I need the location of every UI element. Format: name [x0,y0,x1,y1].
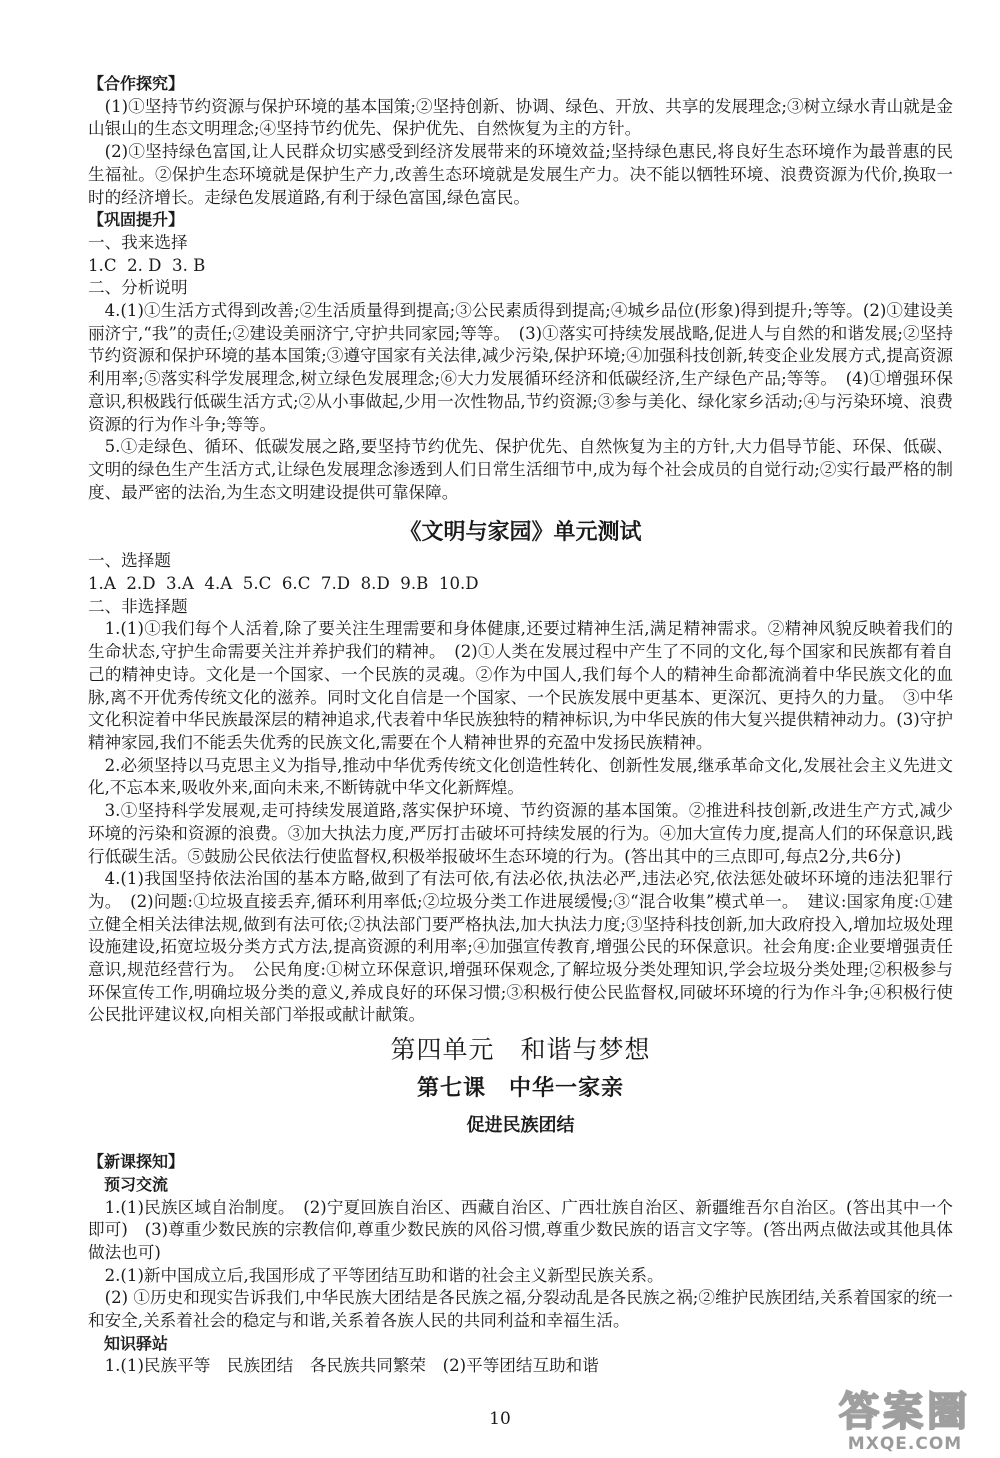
section-title: 促进民族团结 [466,1115,575,1137]
unit-test-answer-3: 3.①坚持科学发展观,走可持续发展道路,落实保护环境、节约资源的基本国策。②推进科技创新,改进生产方式,减少环境的污染和资源的浪费。③加大执法力度,严厉打击破坏可持续发展的行为。④加大宣传力度,提高人们的环保意识,践行低碳生活。⑤鼓励公民依法行使监督权,积极举报破坏生态环境的行为。(答出其中的三点即可,每点2分,共6分) [88,801,953,866]
consolidate-answer-4: 4.(1)①生活方式得到改善;②生活质量得到提高;③公民素质得到提高;④城乡品位(形象)得到提升;等等。(2)①建设美丽济宁,“我”的责任;②建设美丽济宁,守护共同家园;等等。 (3)①落实可持续发展战略,促进人与自然的和谐发展;②坚持节约资源和保护环境的基本国策;③遵守国家有关法律,减少污染,保护环境;④加强科技创新,转变企业发展方式,提高资源利用率;⑤落实科学发展理念,树立绿色发展理念;⑥大力发展循环经济和低碳经济,生产绿色产品;等等。 (4)①增强环保意识,积极践行低碳生活方式;②从小事做起,少用一次性物品,节约资源;③参与美化、绿化家乡活动;④与污染环境、浪费资源的行为作斗争;等等。 [88,301,953,434]
knowledge-answer-1: 1.(1)民族平等 民族团结 各民族共同繁荣 (2)平等团结互助和谐 [104,1356,599,1376]
watermark-url: MXQE.COM [847,1434,963,1454]
unit-test-section [88,516,953,1027]
unit-test-choice-answers: 1.A 2.D 3.A 4.A 5.C 6.C 7.D 8.D 9.B 10.D [88,574,479,594]
unit-test-answer-4: 4.(1)我国坚持依法治国的基本方略,做到了有法可依,有法必依,执法必严,违法必究,依法惩处破坏环境的违法犯罪行为。 (2)问题:①垃圾直接丢弃,循环利用率低;②垃圾分类工作进展缓慢;③“混合收集”模式单一。 建议:国家角度:①建立健全相关法律法规,做到有法可依;②执法部门要严格执法,加大执法力度;③坚持科技创新,加大政府投入,增加垃圾处理设施建设,拓宽垃圾分类方式方法,提高资源的利用率;④加强宣传教育,增强公民的环保意识。社会角度:企业要增强责任意识,规范经营行为。 公民角度:①树立环保意识,增强环保观念,了解垃圾分类处理知识,学会垃圾分类处理;②积极参与环保宣传工作,明确垃圾分类的意义,养成良好的环保习惯;③积极行使公民监督权,同破坏环境的行为作斗争;④积极行使公民批评建议权,向相关部门举报或献计献策。 [88,869,953,1025]
preview-heading: 预习交流 [104,1174,169,1194]
cooperative-section [88,73,953,209]
preview-answer-1: 1.(1)民族区域自治制度。 (2)宁夏回族自治区、西藏自治区、广西壮族自治区、新疆维吾尔自治区。(答出其中一个即可) (3)尊重少数民族的宗教信仰,尊重少数民族的风俗习惯,尊重少数民族的语言文字等。(答出两点做法或其他具体做法也可) [88,1197,953,1262]
unit-test-choice-heading: 一、选择题 [88,551,171,571]
preview-answer-2: 2.(1)新中国成立后,我国形成了平等团结互助和谐的社会主义新型民族关系。 [104,1265,664,1285]
consolidate-analysis-heading: 二、分析说明 [88,278,188,298]
lesson-title: 第七课 中华一家亲 [416,1075,624,1102]
consolidate-choice-answers: 1.C 2. D 3. B [88,255,206,275]
consolidate-answer-5: 5.①走绿色、循环、低碳发展之路,要坚持节约优先、保护优先、自然恢复为主的方针,大力倡导节能、环保、低碳、文明的绿色生产生活方式,让绿色发展理念渗透到人们日常生活细节中,成为每个社会成员的自觉行动;②实行最严格的制度、最严密的法治,为生态文明建设提供可靠保障。 [88,437,953,502]
unit-test-title: 《文明与家园》单元测试 [399,519,642,546]
cooperative-answer-2: (2)①坚持绿色富国,让人民群众切实感受到经济发展带来的环境效益;坚持绿色惠民,将良好生态环境作为最普惠的民生福祉。②保护生态环境就是保护生产力,改善生态环境就是发展生产力。决不能以牺牲环境、浪费资源为代价,换取一时的经济增长。走绿色发展道路,有利于绿色富国,绿色富民。 [88,142,953,207]
new-lesson-heading: 【新课探知】 [88,1152,185,1172]
unit-test-answer-2: 2.必须坚持以马克思主义为指导,推动中华优秀传统文化创造性转化、创新性发展,继承革命文化,发展社会主义先进文化,不忘本来,吸收外来,面向未来,不断铸就中华文化新辉煌。 [88,755,953,798]
consolidate-heading: 【巩固提升】 [88,210,185,230]
cooperative-heading: 【合作探究】 [88,74,185,93]
unit-title: 第四单元 和谐与梦想 [390,1035,651,1065]
watermark-logo [820,1390,990,1454]
unit-test-answer-1: 1.(1)①我们每个人活着,除了要关注生理需要和身体健康,还要过精神生活,满足精神需求。②精神风貌反映着我们的生命状态,守护生命需要关注并养护我们的精神。 (2)①人类在发展过程中产生了不同的文化,每个国家和民族都有着自己的精神史诗。文化是一个国家、一个民族的灵魂。②作为中国人,我们每个人的精神生命都流淌着中华民族文化的血脉,离不开优秀传统文化的滋养。同时文化自信是一个国家、一个民族发展中更基本、更深沉、更持久的力量。 ③中华文化积淀着中华民族最深层的精神追求,代表着中华民族独特的精神标识,为中华民族的伟大复兴提供精神动力。(3)守护精神家园,我们不能丢失优秀的民族文化,需要在个人精神世界的充盈中发扬民族精神。 [88,619,953,752]
consolidate-choice-heading: 一、我来选择 [88,232,188,252]
unit4-section [88,1031,953,1378]
watermark-main: 答案圈 [839,1389,971,1435]
knowledge-heading: 知识驿站 [104,1333,169,1353]
preview-answer-3: (2) ①历史和现实告诉我们,中华民族大团结是各民族之福,分裂动乱是各民族之祸;②维护民族团结,关系着国家的统一和安全,关系着社会的稳定与和谐,关系着各族人民的共同利益和幸福生活。 [88,1288,953,1331]
unit-test-nonchoice-heading: 二、非选择题 [88,596,188,616]
page-number: 10 [489,1409,511,1429]
consolidate-section [88,209,953,504]
cooperative-answer-1: (1)①坚持节约资源与保护环境的基本国策;②坚持创新、协调、绿色、开放、共享的发展理念;③树立绿水青山就是金山银山的生态文明理念;④坚持节约优先、保护优先、自然恢复为主的方针。 [88,96,953,139]
page-content [88,73,953,1378]
